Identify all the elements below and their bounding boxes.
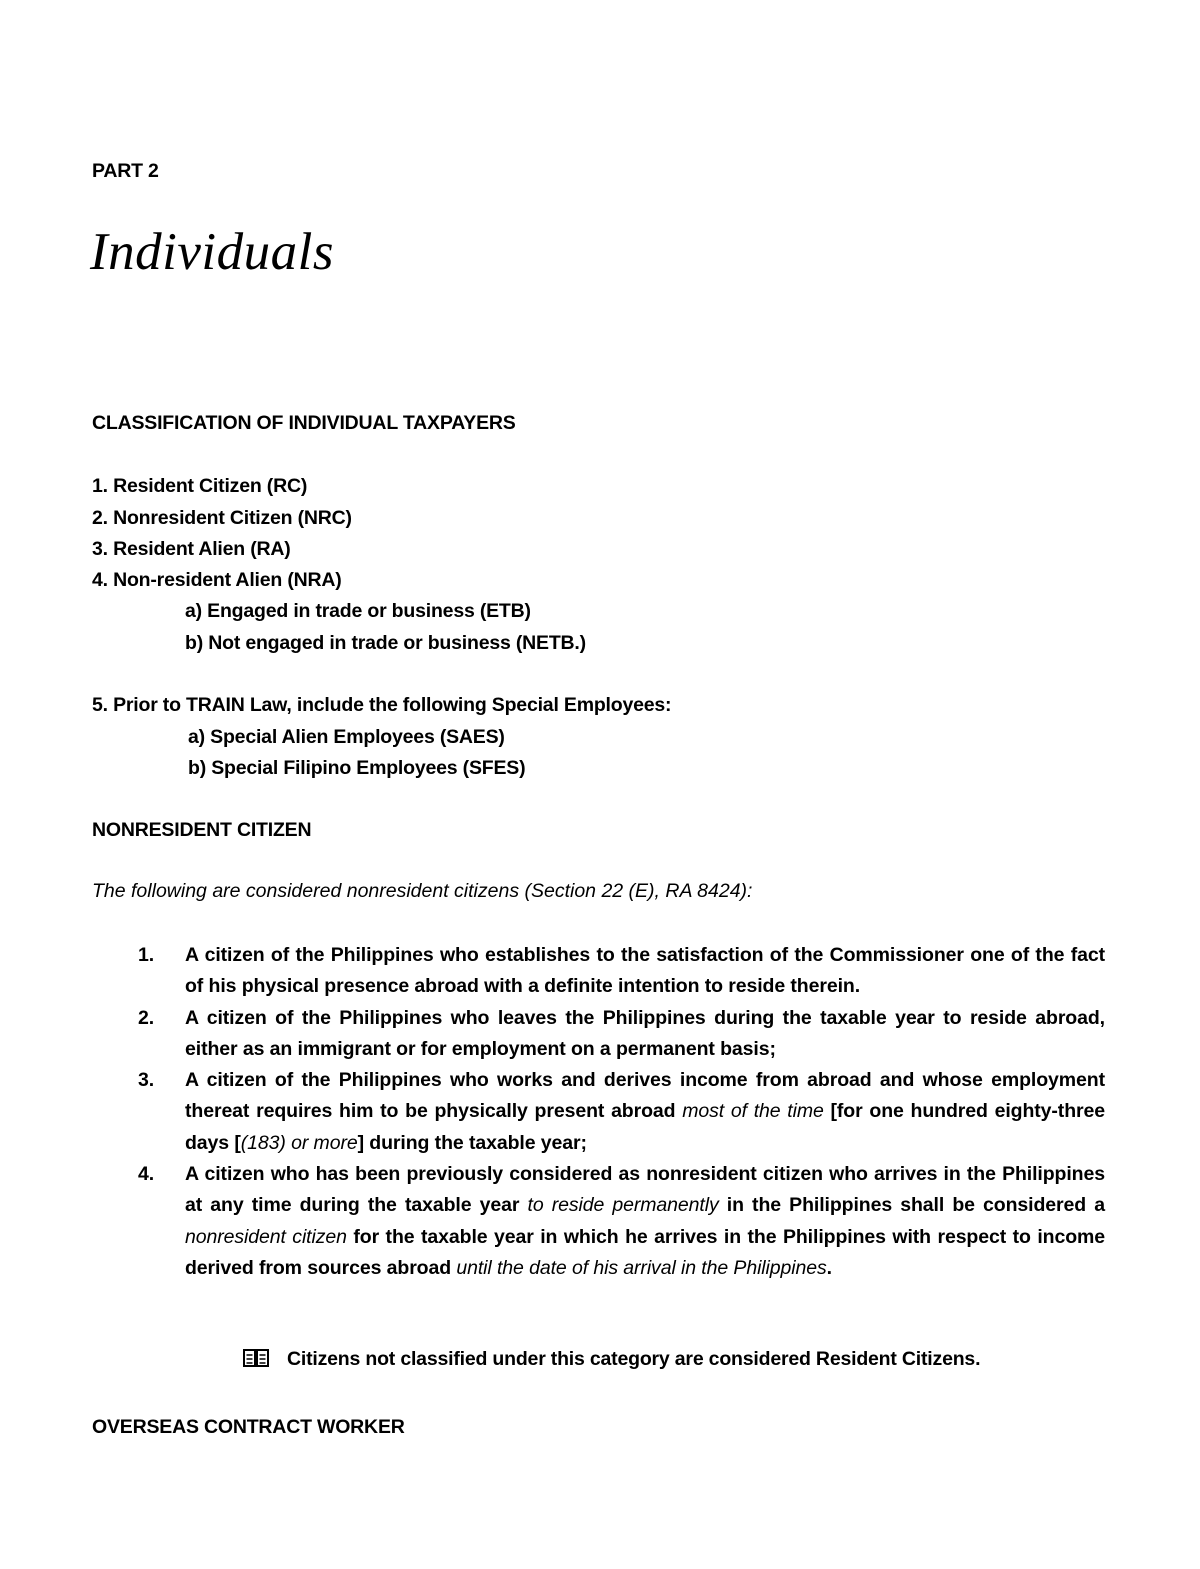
list-item-emphasis: (183) or more bbox=[240, 1131, 358, 1154]
overseas-heading: OVERSEAS CONTRACT WORKER bbox=[92, 1416, 405, 1438]
note-text: Citizens not classified under this category are considered Resident Citizens. bbox=[287, 1348, 981, 1370]
list-item bbox=[92, 940, 1105, 1003]
list-item-text: . bbox=[826, 1256, 832, 1279]
classification-item: 5. Prior to TRAIN Law, include the following Special Employees: bbox=[92, 694, 672, 716]
classification-subitem: b) Special Filipino Employees (SFES) bbox=[188, 757, 526, 779]
list-item-emphasis: until the date of his arrival in the Philippines bbox=[456, 1256, 827, 1279]
list-item-emphasis: most of the time bbox=[682, 1100, 824, 1123]
list-item-text: ] during the taxable year; bbox=[357, 1131, 587, 1154]
classification-item: 4. Non-resident Alien (NRA) bbox=[92, 569, 342, 591]
list-item-number: 1. bbox=[138, 944, 155, 966]
classification-item: 1. Resident Citizen (RC) bbox=[92, 475, 308, 497]
nonresident-list bbox=[92, 940, 1105, 1284]
list-item-text: A citizen of the Philippines who works and derives income from abroad and whose employment thereat requires him to be physically present abroad bbox=[185, 1069, 1105, 1123]
list-item-number: 4. bbox=[138, 1163, 155, 1186]
classification-subitem: b) Not engaged in trade or business (NETB.) bbox=[185, 632, 586, 654]
list-item-text: A citizen who has been previously considered as nonresident citizen who arrives in the Philippines at any time during the taxable year bbox=[185, 1163, 1105, 1217]
list-item-number: 3. bbox=[138, 1069, 155, 1092]
classification-item: 2. Nonresident Citizen (NRC) bbox=[92, 507, 352, 529]
open-book-icon bbox=[243, 1349, 269, 1367]
list-item bbox=[92, 1065, 1105, 1159]
page-title: Individuals bbox=[90, 223, 334, 281]
list-item-text: in the Philippines shall be considered a bbox=[718, 1194, 1105, 1217]
list-item-text: A citizen of the Philippines who leaves the Philippines during the taxable year to reside abroad, either as an immigrant or for employment on a permanent basis; bbox=[185, 1006, 1105, 1060]
part-label: PART 2 bbox=[92, 160, 159, 182]
list-item-text: for the taxable year in which he arrives in the Philippines with respect to income derived from sources abroad bbox=[185, 1225, 1105, 1279]
note bbox=[243, 1348, 980, 1371]
nonresident-heading: NONRESIDENT CITIZEN bbox=[92, 819, 312, 841]
list-item bbox=[92, 1159, 1105, 1284]
list-item-text: [for one hundred eighty-three days [ bbox=[185, 1100, 1105, 1154]
list-item bbox=[92, 1003, 1105, 1066]
nonresident-intro: The following are considered nonresident citizens (Section 22 (E), RA 8424): bbox=[92, 880, 753, 902]
list-item-emphasis: nonresident citizen bbox=[185, 1225, 347, 1248]
list-item-number: 2. bbox=[138, 1006, 155, 1029]
classification-subitem: a) Special Alien Employees (SAES) bbox=[188, 726, 505, 748]
list-item-text: A citizen of the Philippines who establishes to the satisfaction of the Commissioner one of the fact of his physical presence abroad with a definite intention to reside therein. bbox=[185, 944, 1105, 998]
classification-subitem: a) Engaged in trade or business (ETB) bbox=[185, 600, 531, 622]
list-item-emphasis: to reside permanently bbox=[527, 1194, 719, 1217]
classification-item: 3. Resident Alien (RA) bbox=[92, 538, 291, 560]
classification-heading: CLASSIFICATION OF INDIVIDUAL TAXPAYERS bbox=[92, 412, 516, 434]
